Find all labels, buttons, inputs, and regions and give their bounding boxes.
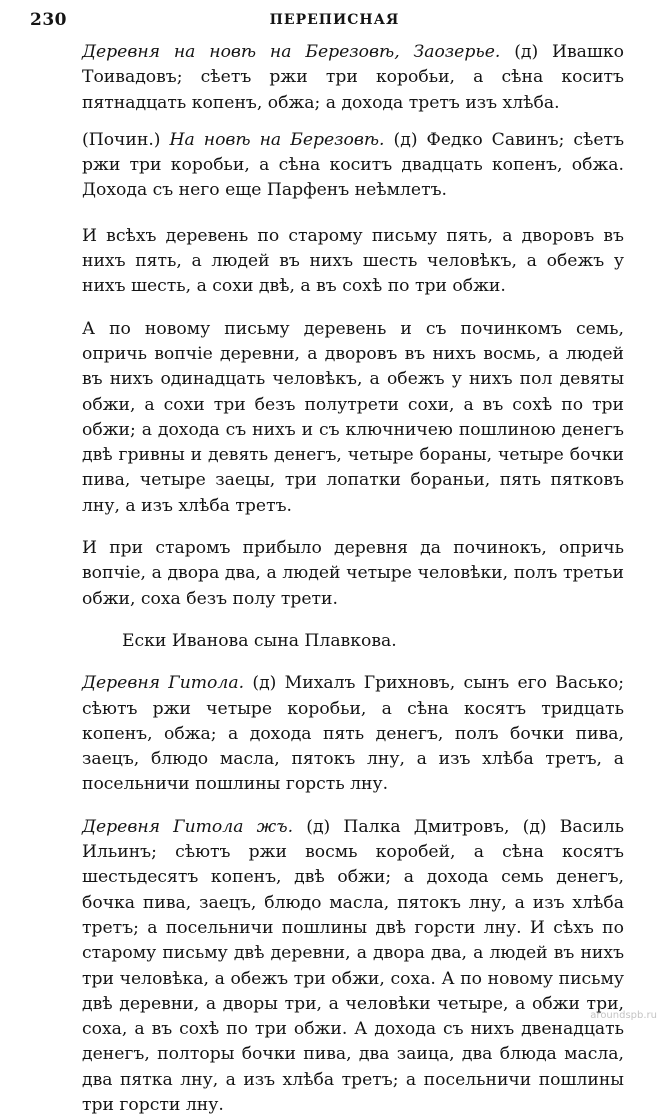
paragraph-4-text: А по новому письму деревень и съ починкомъ семь, опричь вопчіе деревни, а дворовъ въ нихъ восмь, а людей въ нихъ одинадцать человѣкъ, а обежъ у нихъ пол девяты обжи, а сохи три безъ полутрети сохи, а въ сохѣ по три обжи; а дохода съ нихъ и съ ключничею пошлиною денегъ двѣ гривны и девять денегъ, четыре бораны, четыре бочки пива, четыре заецы, три лопатки бораньи, пять пятковъ лну, а изъ хлѣба третъ. xyxy=(82,318,624,516)
paragraph-5 xyxy=(82,536,624,612)
paragraph-2-text: (д) Федко Савинъ; сѣетъ ржи три коробьи, а сѣна коситъ двадцать копенъ, обжа. Дохода съ него еще Парфенъ неѣмлетъ. xyxy=(82,129,624,201)
paragraph-2-title: На новѣ на Березовѣ. xyxy=(169,129,385,150)
paragraph-1 xyxy=(82,40,624,116)
paragraph-5-text: И при старомъ прибыло деревня да починокъ, опричь вопчіе, а двора два, а людей четыре человѣки, полъ третьи обжи, соха безъ полу трети. xyxy=(82,538,624,609)
page-header xyxy=(30,10,639,32)
paragraph-1-text: (д) Ивашко Тоивадовъ; сѣетъ ржи три коробьи, а сѣна коситъ пятнадцать копенъ, обжа; а дохода третъ изъ хлѣба. xyxy=(82,42,624,113)
paragraph-7-title: Деревня Гитола жъ. xyxy=(82,816,294,837)
paragraph-6-title: Деревня Гитола. xyxy=(82,673,245,694)
running-title: ПЕРЕПИСНАЯ xyxy=(269,12,400,28)
paragraph-6 xyxy=(82,671,624,797)
paragraph-2-prefix: (Почин.) xyxy=(82,129,161,150)
paragraph-3 xyxy=(82,224,624,300)
paragraph-7-text: (д) Палка Дмитровъ, (д) Василь Ильинъ; сѣютъ ржи восмь коробей, а сѣна косятъ шестьдесятъ копенъ, двѣ обжи; а дохода семь денегъ, бочка пива, заецъ, блюдо масла, пятокъ лну, а изъ хлѣба третъ; а посельничи пошлины двѣ горсти лну. И сѣхъ по старому письму двѣ деревни, а двора два, а людей въ нихъ три человѣка, а обежъ три обжи, соха. А по новому письму двѣ деревни, а дворы три, а человѣки четыре, а обжи три, соха, а въ сохѣ по три обжи. А дохода съ нихъ двенадцать денегъ, полторы бочки пива, два заица, два блюда масла, два пятка лну, а изъ хлѣба третъ; а посельничи пошлины три горсти лну. xyxy=(82,816,625,1115)
paragraph-7 xyxy=(82,815,624,1118)
paragraph-2 xyxy=(82,128,624,204)
paragraph-3-text: И всѣхъ деревень по старому письму пять, а дворовъ въ нихъ пять, а людей въ нихъ шесть человѣкъ, а обежъ у нихъ шесть, а сохи двѣ, а въ сохѣ по три обжи. xyxy=(82,225,624,297)
section-heading: Ески Иванова сына Плавкова. xyxy=(122,630,397,651)
paragraph-1-title: Деревня на новѣ на Березовѣ, Заозерье. xyxy=(82,42,501,62)
watermark: aroundspb.ru xyxy=(590,1010,657,1021)
paragraph-4 xyxy=(82,317,624,519)
paragraph-6-text: (д) Михалъ Грихновъ, сынъ его Васько; сѣютъ ржи четыре коробьи, а сѣна косятъ тридцать копенъ, обжа; а дохода пять денегъ, полъ бочки пива, заецъ, блюдо масла, пятокъ лну, а изъ хлѣба третъ, а посельничи пошлины горсть лну. xyxy=(82,673,624,795)
page-number: 230 xyxy=(30,10,67,30)
body-text xyxy=(82,40,624,1118)
